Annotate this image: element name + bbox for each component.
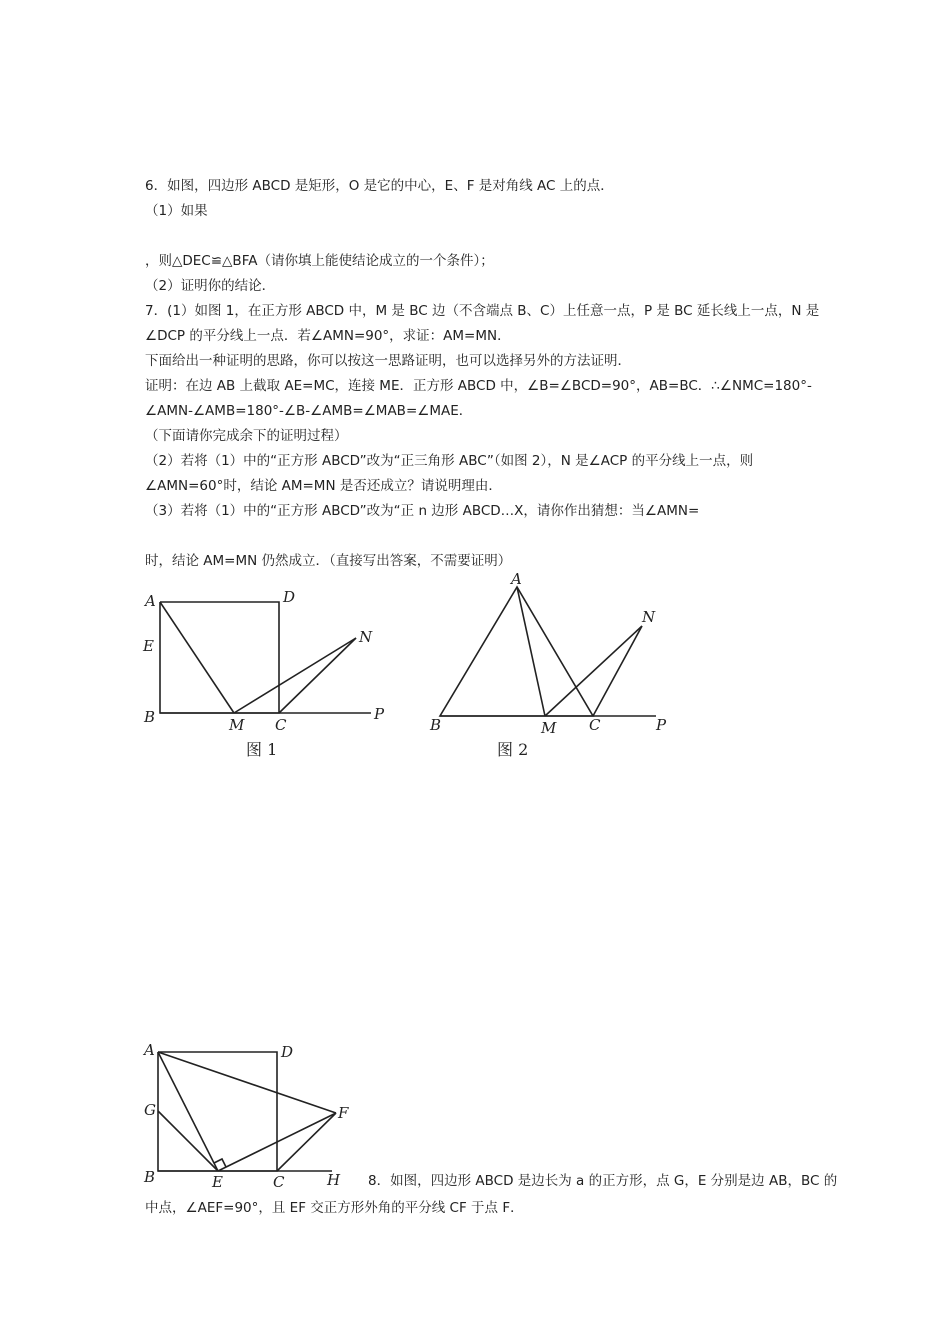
segment-ge — [158, 1111, 218, 1171]
label-p: P — [656, 716, 667, 734]
figure-3 — [138, 1037, 358, 1187]
q7-line-3: 下面给出一种证明的思路，你可以按这一思路证明，也可以选择另外的方法证明． — [145, 353, 631, 369]
label-n: N — [359, 628, 373, 646]
square-abcd — [158, 1052, 277, 1171]
segment-mn — [545, 626, 642, 716]
label-b: B — [144, 1168, 156, 1186]
segment-cf — [277, 1113, 336, 1171]
label-h: H — [327, 1171, 341, 1187]
segment-cn — [593, 626, 642, 716]
label-a: A — [145, 592, 156, 610]
q7-line-9: （3）若将（1）中的“正方形 ABCD”改为“正 n 边形 ABCD…X，请你作出猜想：当∠AMN= — [145, 503, 700, 519]
label-e: E — [143, 637, 154, 655]
label-b: B — [430, 716, 442, 734]
label-e: E — [212, 1173, 223, 1187]
label-c: C — [275, 716, 287, 734]
q6-line-4: （2）证明你的结论． — [145, 278, 276, 294]
q8-line-1: 8．如图，四边形 ABCD 是边长为 a 的正方形，点 G，E 分别是边 AB，BC 的 — [368, 1173, 838, 1189]
triangle-abc — [440, 587, 593, 716]
label-c: C — [273, 1173, 285, 1187]
q7-line-6: （下面请你完成余下的证明过程） — [145, 428, 348, 444]
label-c: C — [589, 716, 601, 734]
figure-1-caption: 图 1 — [246, 740, 278, 759]
q7-line-4: 证明：在边 AB 上截取 AE=MC，连接 ME．正方形 ABCD 中，∠B=∠BCD=90°，AB=BC．∴∠NMC=180°- — [145, 378, 812, 394]
segment-am — [517, 587, 545, 716]
label-p: P — [374, 705, 385, 723]
q6-line-3: ，则△DEC≌△BFA（请你填上能使结论成立的一个条件）； — [145, 253, 494, 269]
q7-line-8: ∠AMN=60°时，结论 AM=MN 是否还成立？请说明理由． — [145, 478, 502, 494]
figure-1 — [138, 585, 398, 765]
q8-line-2: 中点，∠AEF=90°，且 EF 交正方形外角的平分线 CF 于点 F． — [145, 1200, 524, 1216]
label-d: D — [281, 1043, 294, 1061]
label-g: G — [144, 1101, 156, 1119]
figure-2 — [425, 570, 685, 765]
q7-line-7: （2）若将（1）中的“正方形 ABCD”改为“正三角形 ABC”（如图 2），N 是∠ACP 的平分线上一点，则 — [145, 453, 754, 469]
label-f: F — [338, 1104, 349, 1122]
q7-line-10: 时，结论 AM=MN 仍然成立．（直接写出答案，不需要证明） — [145, 553, 512, 569]
q6-line-2: （1）如果 — [145, 203, 208, 219]
label-a: A — [144, 1041, 155, 1059]
label-m: M — [229, 716, 245, 734]
label-d: D — [283, 588, 296, 606]
q7-line-5: ∠AMN-∠AMB=180°-∠B-∠AMB=∠MAB=∠MAE． — [145, 403, 473, 419]
label-a: A — [511, 570, 522, 588]
segment-mn — [234, 638, 356, 713]
q7-line-2: ∠DCP 的平分线上一点．若∠AMN=90°，求证：AM=MN． — [145, 328, 511, 344]
q6-line-1: 6．如图，四边形 ABCD 是矩形，O 是它的中心，E、F 是对角线 AC 上的点． — [145, 178, 614, 194]
label-b: B — [144, 708, 156, 726]
label-m: M — [541, 719, 557, 737]
segment-cn — [279, 638, 356, 713]
figure-2-caption: 图 2 — [497, 740, 529, 759]
q7-line-1: 7．(1）如图 1，在正方形 ABCD 中，M 是 BC 边（不含端点 B、C）上任意一点，P 是 BC 延长线上一点，N 是 — [145, 303, 820, 319]
segment-am — [160, 602, 234, 713]
label-n: N — [642, 608, 656, 626]
